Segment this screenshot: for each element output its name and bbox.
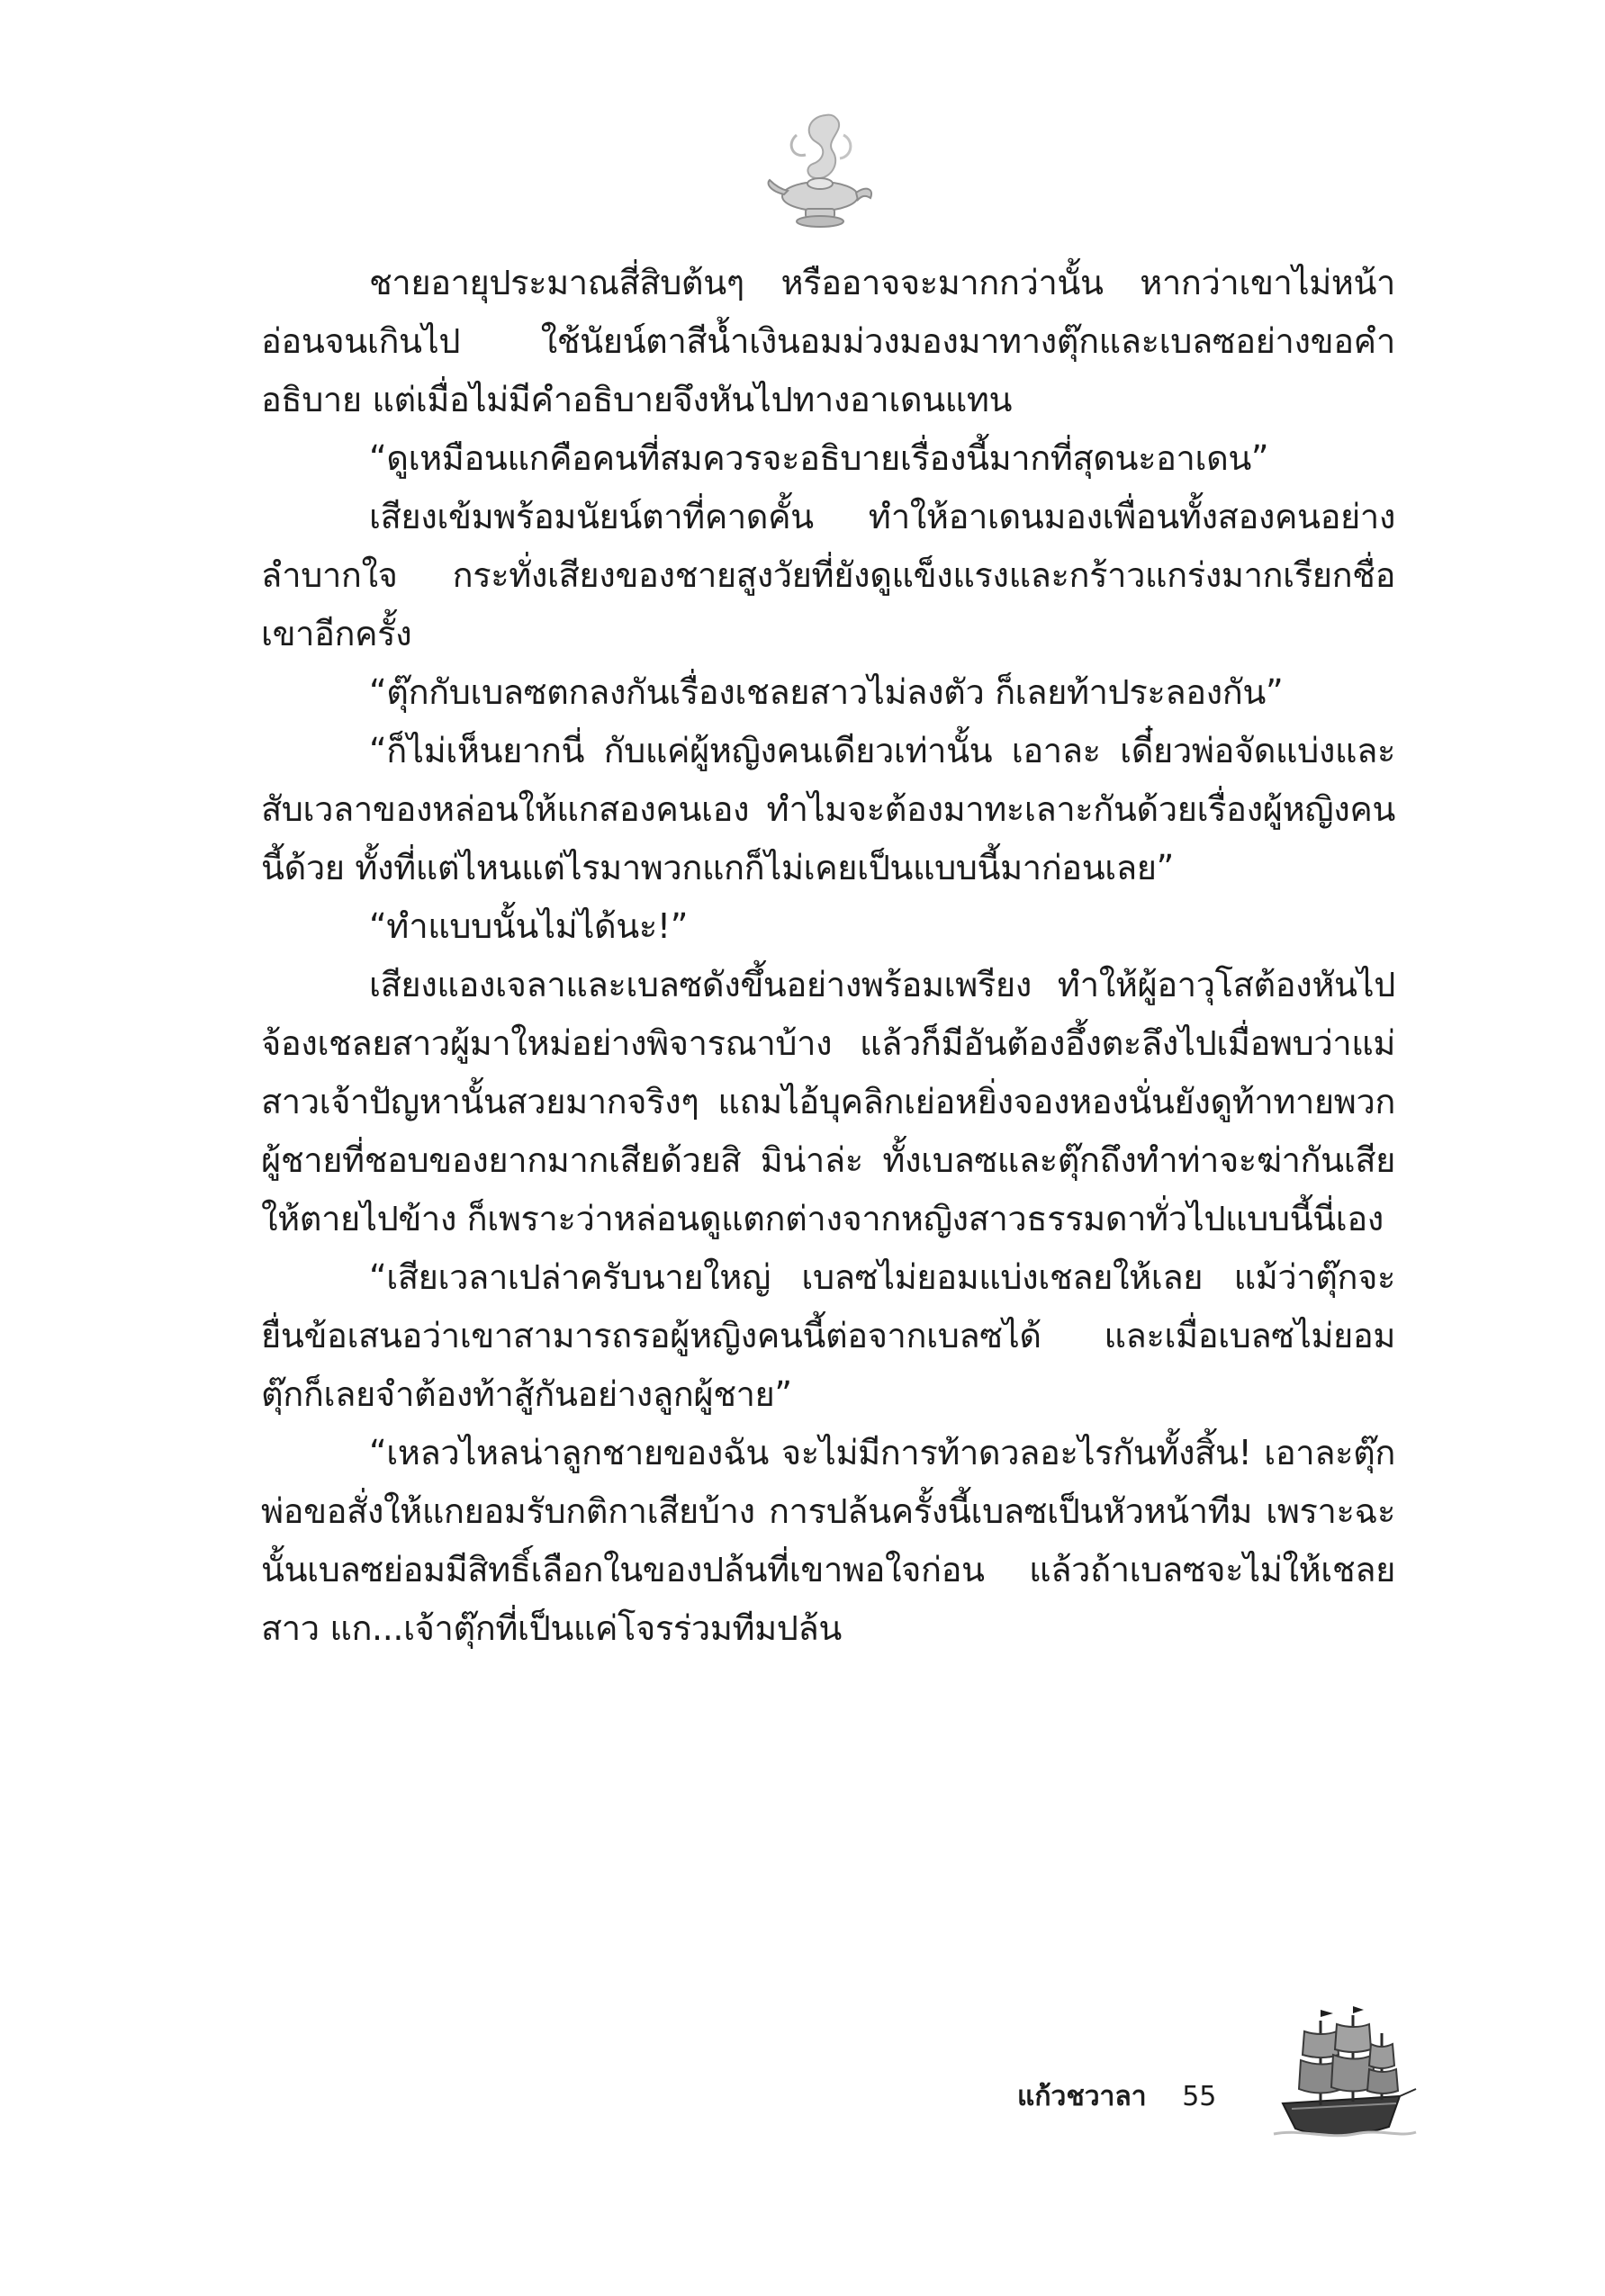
magic-lamp-icon: [761, 108, 878, 234]
paragraph: เสียงแองเจลาและเบลซดังขึ้นอย่างพร้อมเพรียง ทำให้ผู้อาวุโสต้องหันไปจ้องเชลยสาวผู้มาใหม่อย่างพิจารณาบ้าง แล้วก็มีอันต้องอึ้งตะลึงไปเมื่อพบว่าแม่สาวเจ้าปัญหานั้นสวยมากจริงๆ แถมไอ้บุคลิกเย่อหยิ่งจองหองนั่นยังดูท้าทายพวกผู้ชายที่ชอบของยากมากเสียด้วยสิ มิน่าล่ะ ทั้งเบลซและตุ๊กถึงทำท่าจะฆ่ากันเสียให้ตายไปข้าง ก็เพราะว่าหล่อนดูแตกต่างจากหญิงสาวธรรมดาทั่วไปแบบนี้นี่เอง: [261, 965, 1395, 1238]
paragraph: เสียงเข้มพร้อมนัยน์ตาที่คาดคั้น ทำให้อาเดนมองเพื่อนทั้งสองคนอย่างลำบากใจ กระทั่งเสียงของชายสูงวัยที่ยังดูแข็งแรงและกร้าวแกร่งมากเรียกชื่อเขาอีกครั้ง: [261, 497, 1395, 653]
paragraph: “ก็ไม่เห็นยากนี่ กับแค่ผู้หญิงคนเดียวเท่านั้น เอาละ เดี๋ยวพ่อจัดแบ่งและสับเวลาของหล่อนให้แกสองคนเอง ทำไมจะต้องมาทะเลาะกันด้วยเรื่องผู้หญิงคนนี้ด้วย ทั้งที่แต่ไหนแต่ไรมาพวกแกก็ไม่เคยเป็นแบบนี้มาก่อนเลย”: [261, 731, 1395, 887]
pirate-ship-icon: [1265, 2003, 1418, 2156]
paragraph: ชายอายุประมาณสี่สิบต้นๆ หรืออาจจะมากกว่านั้น หากว่าเขาไม่หน้าอ่อนจนเกินไป ใช้นัยน์ตาสีน้ำเงินอมม่วงมองมาทางตุ๊กและเบลซอย่างขอคำอธิบาย แต่เมื่อไม่มีคำอธิบายจึงหันไปทางอาเดนแทน: [261, 263, 1395, 419]
paragraph: “เหลวไหลน่าลูกชายของฉัน จะไม่มีการท้าดวลอะไรกันทั้งสิ้น! เอาละตุ๊ก พ่อขอสั่งให้แกยอมรับกติกาเสียบ้าง การปล้นครั้งนี้เบลซเป็นหัวหน้าทีม เพราะฉะนั้นเบลซย่อมมีสิทธิ์เลือกในของปล้นที่เขาพอใจก่อน แล้วถ้าเบลซจะไม่ให้เชลยสาว แก...เจ้าตุ๊กที่เป็นแค่โจรร่วมทีมปล้น: [261, 1433, 1395, 1648]
paragraph: “เสียเวลาเปล่าครับนายใหญ่ เบลซไม่ยอมแบ่งเชลยให้เลย แม้ว่าตุ๊กจะยื่นข้อเสนอว่าเขาสามารถรอผู้หญิงคนนี้ต่อจากเบลซได้ และเมื่อเบลซไม่ยอม ตุ๊กก็เลยจำต้องท้าสู้กันอย่างลูกผู้ชาย”: [261, 1257, 1395, 1414]
chapter-body: [261, 254, 1395, 1658]
paragraph: “ทำแบบนั้นไม่ได้นะ!”: [369, 906, 689, 946]
paragraph: “ตุ๊กกับเบลซตกลงกันเรื่องเชลยสาวไม่ลงตัว ก็เลยท้าประลองกัน”: [369, 672, 1284, 712]
page-number: 55: [1182, 2081, 1217, 2112]
book-title: แก้วชวาลา: [1017, 2081, 1147, 2112]
paragraph: “ดูเหมือนแกคือคนที่สมควรจะอธิบายเรื่องนี้มากที่สุดนะอาเดน”: [369, 438, 1269, 478]
page-footer: [1017, 2070, 1216, 2124]
